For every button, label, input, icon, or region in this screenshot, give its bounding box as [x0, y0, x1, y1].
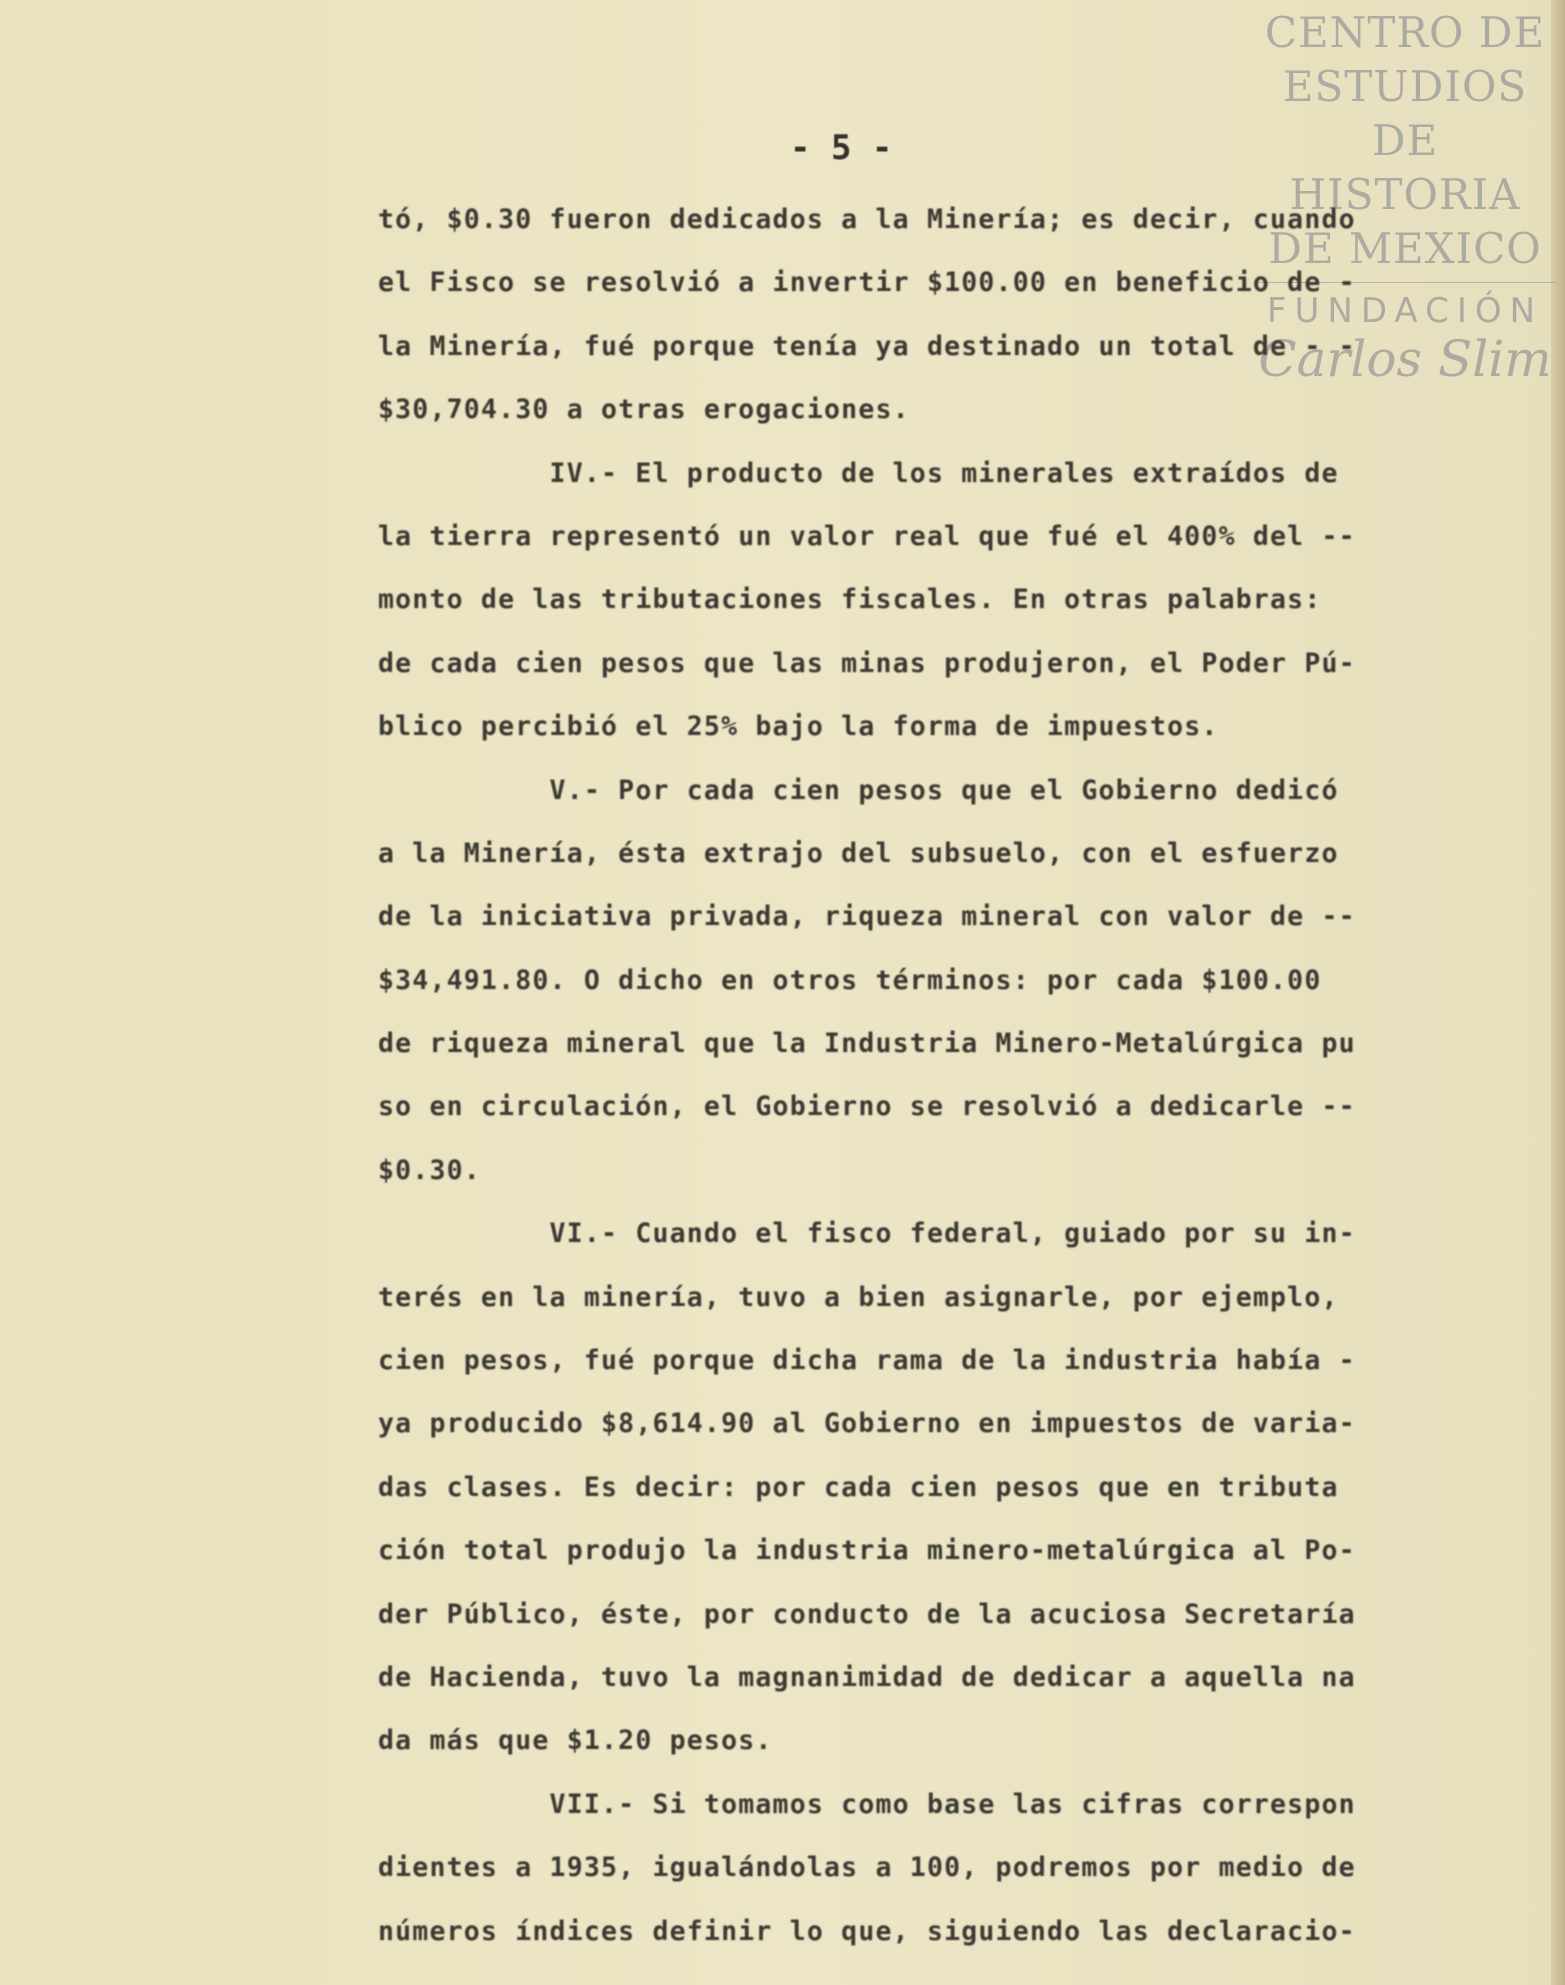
- text-line: monto de las tributaciones fiscales. En otras palabras:: [378, 584, 1322, 616]
- text-line: terés en la minería, tuvo a bien asignarle, por ejemplo,: [378, 1281, 1339, 1313]
- text-line: a la Minería, ésta extrajo del subsuelo, con el esfuerzo: [378, 837, 1339, 869]
- text-line: la tierra representó un valor real que fué el 400% del --: [378, 520, 1356, 552]
- text-line: tó, $0.30 fueron dedicados a la Minería; es decir, cuando: [378, 204, 1356, 235]
- text-line: $34,491.80. O dicho en otros términos: por cada $100.00: [378, 964, 1322, 996]
- text-line: blico percibió el 25% bajo la forma de impuestos.: [378, 711, 1219, 743]
- text-line: cien pesos, fué porque dicha rama de la industria había -: [378, 1345, 1356, 1377]
- text-line: $0.30.: [378, 1154, 481, 1186]
- text-line: la Minería, fué porque tenía ya destinado un total de - -: [378, 330, 1356, 362]
- text-line: de Hacienda, tuvo la magnanimidad de dedicar a aquella na: [378, 1661, 1356, 1693]
- text-line: de riqueza mineral que la Industria Minero-Metalúrgica pu: [378, 1028, 1356, 1060]
- text-line: el Fisco se resolvió a invertir $100.00 en beneficio de -: [378, 267, 1356, 299]
- text-line: VII.- Si tomamos como base las cifras correspon: [378, 1788, 1356, 1820]
- watermark-fundacion: FUNDACIÓN: [1266, 291, 1544, 331]
- text-line: números índices definir lo que, siguiendo las declaracio-: [378, 1915, 1356, 1947]
- watermark-line-1: CENTRO DE: [1264, 8, 1546, 57]
- text-line: das clases. Es decir: por cada cien pesos que en tributa: [378, 1471, 1339, 1503]
- watermark-signature: Carlos Slim: [1258, 330, 1552, 388]
- text-line: so en circulación, el Gobierno se resolvió a dedicarle --: [378, 1091, 1356, 1123]
- text-line: ción total produjo la industria minero-metalúrgica al Po-: [378, 1535, 1356, 1567]
- text-line: V.- Por cada cien pesos que el Gobierno dedicó: [378, 774, 1339, 806]
- text-line: dientes a 1935, igualándolas a 100, podremos por medio de: [378, 1852, 1356, 1884]
- text-line: de cada cien pesos que las minas produjeron, el Poder Pú-: [378, 647, 1356, 679]
- text-line: IV.- El producto de los minerales extraídos de: [378, 457, 1339, 489]
- watermark-line-2: ESTUDIOS: [1282, 62, 1528, 111]
- page-number: - 5 -: [790, 128, 893, 168]
- text-line: VI.- Cuando el fisco federal, guiado por su in-: [378, 1218, 1356, 1250]
- watermark-line-4: DE MEXICO: [1268, 224, 1542, 273]
- text-line: $30,704.30 a otras erogaciones.: [378, 394, 910, 426]
- text-line: der Público, éste, por conducto de la acuciosa Secretaría: [378, 1598, 1356, 1630]
- watermark-line-3: DE HISTORIA: [1289, 116, 1521, 219]
- text-line: da más que $1.20 pesos.: [378, 1725, 773, 1757]
- typewritten-body: [378, 188, 1438, 1963]
- text-line: ya producido $8,614.90 al Gobierno en impuestos de varia-: [378, 1408, 1356, 1440]
- text-line: de la iniciativa privada, riqueza mineral con valor de --: [378, 901, 1356, 933]
